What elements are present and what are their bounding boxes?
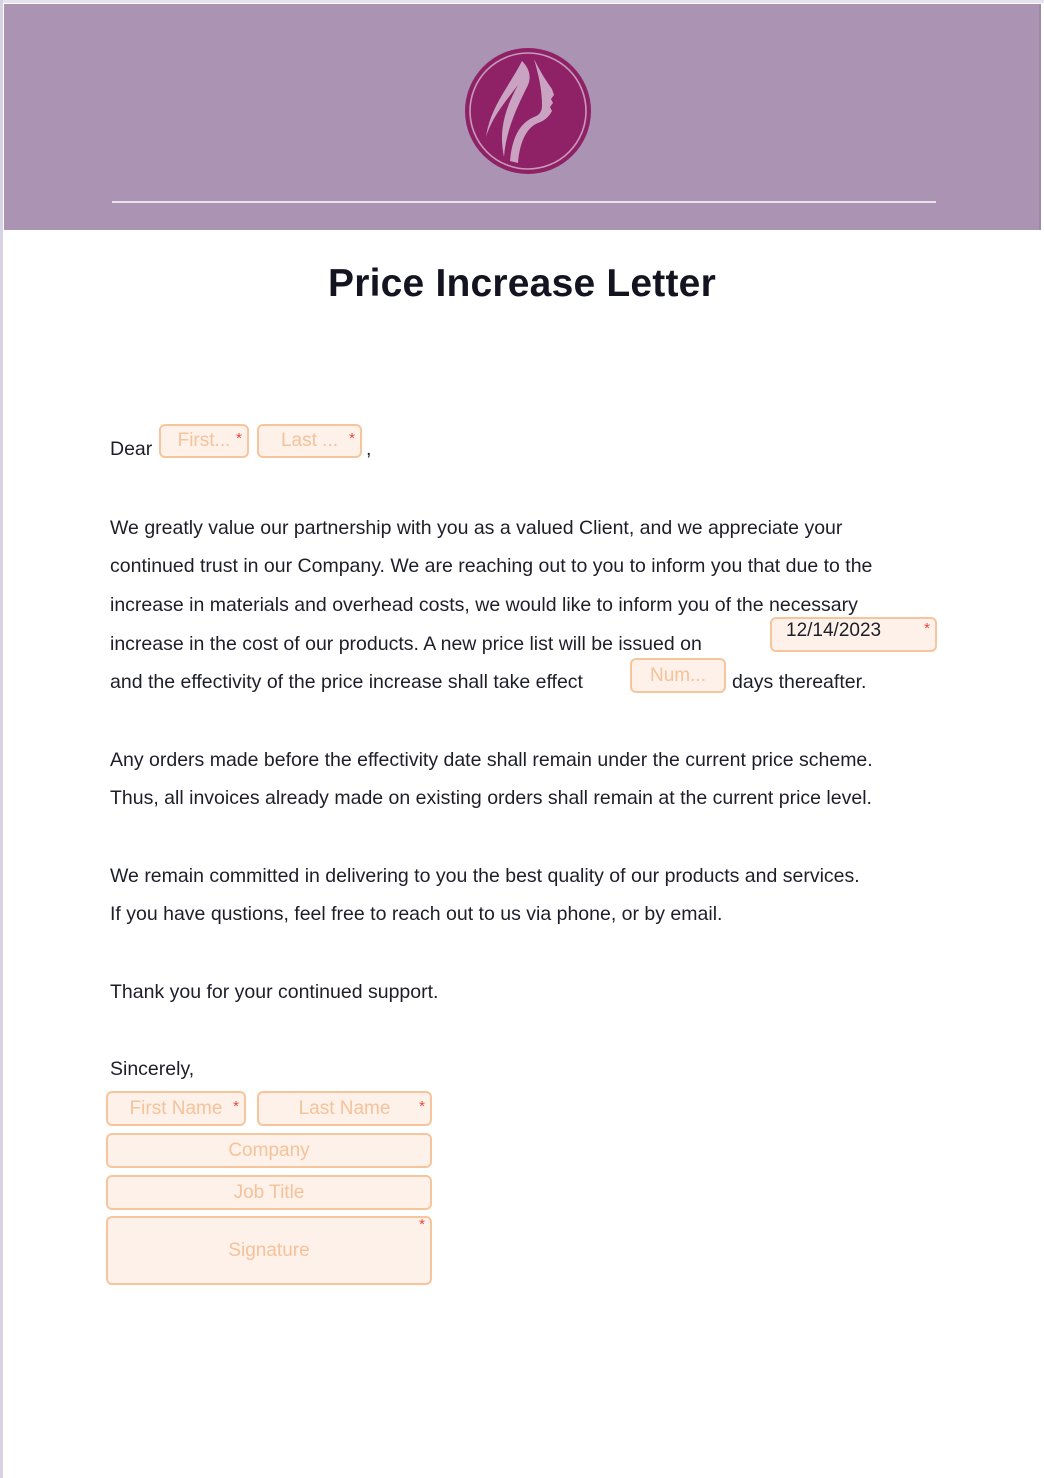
signature-placeholder: Signature <box>228 1240 310 1261</box>
woman-profile-logo-icon <box>462 45 594 177</box>
closing-sincerely: Sincerely, <box>110 1058 195 1080</box>
page-frame-top <box>0 0 1044 3</box>
thank-you-line: Thank you for your continued support. <box>110 981 439 1003</box>
required-marker: * <box>419 1098 425 1115</box>
document-title: Price Increase Letter <box>328 262 716 305</box>
header-edge <box>1039 4 1041 230</box>
page-frame-left <box>0 0 3 1478</box>
recipient-last-name-field[interactable] <box>257 424 362 458</box>
paragraph-2-line-2: Thus, all invoices already made on existing orders shall remain at the current price level. <box>110 787 872 809</box>
sender-first-name-field[interactable] <box>106 1091 246 1126</box>
signature-field[interactable] <box>106 1216 432 1285</box>
paragraph-1-line-5: and the effectivity of the price increase shall take effect <box>110 671 583 693</box>
sender-job-title-field[interactable] <box>106 1175 432 1210</box>
sender-company-placeholder: Company <box>228 1140 310 1161</box>
paragraph-1-line-1: We greatly value our partnership with you as a valued Client, and we appreciate your <box>110 517 843 539</box>
required-marker: * <box>419 1216 425 1233</box>
sender-last-name-placeholder: Last Name <box>298 1098 391 1119</box>
days-number-field[interactable] <box>630 658 726 693</box>
required-marker: * <box>924 620 930 637</box>
salutation-comma: , <box>366 438 372 460</box>
paragraph-1-line-2: continued trust in our Company. We are reaching out to you to inform you that due to the <box>110 555 873 577</box>
required-marker: * <box>233 1098 239 1115</box>
sender-first-name-placeholder: First Name <box>129 1098 223 1119</box>
sender-company-field[interactable] <box>106 1133 432 1168</box>
paragraph-3-line-2: If you have qustions, feel free to reach out to us via phone, or by email. <box>110 903 723 925</box>
paragraph-1-line-3: increase in materials and overhead costs, we would like to inform you of the necessary <box>110 594 858 616</box>
salutation-prefix: Dear <box>110 438 153 460</box>
recipient-last-name-placeholder: Last ... <box>280 430 339 451</box>
header-band <box>4 4 1041 230</box>
paragraph-3-line-1: We remain committed in delivering to you the best quality of our products and services. <box>110 865 860 887</box>
days-number-placeholder: Num... <box>650 665 706 686</box>
sender-last-name-field[interactable] <box>257 1091 432 1126</box>
price-list-date-field[interactable] <box>770 617 937 652</box>
recipient-first-name-field[interactable] <box>159 424 249 458</box>
sender-job-title-placeholder: Job Title <box>233 1182 305 1203</box>
header-divider <box>112 201 936 203</box>
paragraph-1-line-4: increase in the cost of our products. A new price list will be issued on <box>110 633 702 655</box>
required-marker: * <box>236 430 242 447</box>
recipient-first-name-placeholder: First... <box>177 430 231 451</box>
required-marker: * <box>349 430 355 447</box>
paragraph-1-line-5-end: days thereafter. <box>732 671 867 693</box>
paragraph-2-line-1: Any orders made before the effectivity date shall remain under the current price scheme. <box>110 749 873 771</box>
price-list-date-value: 12/14/2023 <box>786 620 882 641</box>
